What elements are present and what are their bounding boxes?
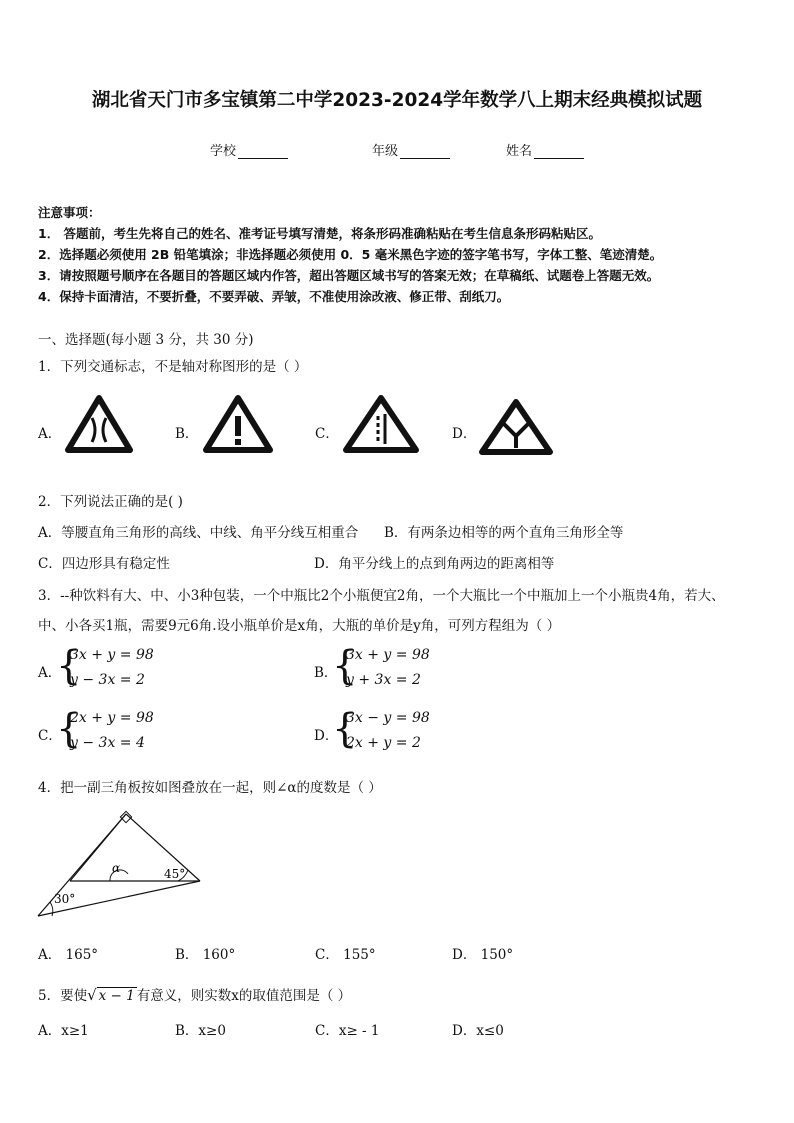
narrow-road-sign-icon: [64, 394, 134, 454]
q3-d-eq2: 2x + y = 2: [346, 735, 421, 751]
notice-item: 3．请按照题号顺序在各题目的答题区域内作答，超出答题区域书写的答案无效；在草稿纸、试题卷上答题无效。: [38, 268, 660, 283]
school-field[interactable]: [210, 140, 288, 159]
q5-stem-post: 有意义，则实数x的取值范围是（ ）: [136, 988, 352, 1004]
q1-option-d-label[interactable]: D．: [452, 426, 477, 442]
q4-option-b[interactable]: B． 160°: [175, 947, 236, 963]
q3-b-eq2: y + 3x = 2: [346, 672, 421, 688]
notice-item: 4．保持卡面清洁，不要折叠，不要弄破、弄皱，不准使用涂改液、修正带、刮纸刀。: [38, 289, 510, 304]
q3-option-d-label[interactable]: D．: [314, 728, 339, 744]
triangle-rulers-figure: [30, 808, 210, 923]
q5-radicand: x − 1: [98, 988, 135, 1004]
q5-option-c[interactable]: C．x≥ - 1: [315, 1023, 380, 1039]
q3-d-eq1: 3x − y = 98: [346, 710, 430, 726]
angle-30-label: 30°: [54, 892, 76, 906]
grade-blank[interactable]: [400, 145, 450, 159]
question-3-line-2: 中、小各买1瓶，需要9元6角.设小瓶单价是x角，大瓶的单价是y角，可列方程组为（ ）: [38, 618, 561, 634]
school-label: 学校: [210, 144, 237, 159]
page-title: 湖北省天门市多宝镇第二中学2023-2024学年数学八上期末经典模拟试题: [91, 90, 703, 111]
notice-item: 1． 答题前，考生先将自己的姓名、准考证号填写清楚，将条形码准确粘贴在考生信息条形码粘贴区。: [38, 226, 602, 241]
q1-option-c-label[interactable]: C．: [315, 426, 339, 442]
grade-label: 年级: [372, 144, 399, 159]
name-label: 姓名: [506, 144, 533, 159]
notice-item: 2．选择题必须使用 2B 铅笔填涂；非选择题必须使用 0．5 毫米黑色字迹的签字笔书写，字体工整、笔迹清楚。: [38, 247, 663, 262]
q4-option-c[interactable]: C． 155°: [315, 947, 376, 963]
q3-option-c-label[interactable]: C．: [38, 728, 62, 744]
school-blank[interactable]: [238, 145, 288, 159]
question-5-stem: [38, 984, 351, 1004]
name-field[interactable]: [506, 140, 584, 159]
notice-heading: 注意事项：: [38, 205, 101, 220]
brace-icon: {: [332, 706, 358, 752]
section-heading: 一、选择题(每小题 3 分，共 30 分): [38, 332, 254, 348]
q3-a-eq2: y − 3x = 2: [70, 672, 145, 688]
q2-option-c[interactable]: C．四边形具有稳定性: [38, 556, 170, 572]
brace-icon: {: [332, 643, 358, 689]
grade-field[interactable]: [372, 140, 450, 159]
q5-option-a[interactable]: A．x≥1: [38, 1023, 89, 1039]
q2-option-b[interactable]: B．有两条边相等的两个直角三角形全等: [384, 525, 624, 541]
q3-c-eq1: 2x + y = 98: [70, 710, 154, 726]
y-junction-sign-icon: [478, 398, 554, 456]
angle-45-label: 45°: [164, 867, 186, 881]
q3-option-a-label[interactable]: A．: [38, 665, 62, 681]
question-2-stem: 2．下列说法正确的是( ): [38, 494, 183, 510]
q2-option-d[interactable]: D．角平分线上的点到角两边的距离相等: [314, 556, 555, 572]
q3-b-eq1: 3x + y = 98: [346, 647, 430, 663]
brace-icon: {: [56, 643, 82, 689]
q5-stem-pre: 5．要使: [38, 988, 88, 1004]
q2-option-a[interactable]: A．等腰直角三角形的高线、中线、角平分线互相重合: [38, 525, 359, 541]
q1-option-b-label[interactable]: B．: [175, 426, 199, 442]
lane-sign-icon: [342, 394, 420, 454]
q3-option-b-label[interactable]: B．: [314, 665, 338, 681]
brace-icon: {: [56, 706, 82, 752]
question-3-line-1: 3．--种饮料有大、中、小3种包装，一个中瓶比2个小瓶便宜2角，一个大瓶比一个中瓶加上一个小瓶贵4角，若大、: [38, 588, 725, 604]
q5-option-d[interactable]: D．x≤0: [452, 1023, 504, 1039]
name-blank[interactable]: [534, 145, 584, 159]
q3-a-eq1: 3x + y = 98: [70, 647, 154, 663]
q1-option-a-label[interactable]: A．: [38, 426, 62, 442]
q3-c-eq2: y − 3x = 4: [70, 735, 145, 751]
q4-option-a[interactable]: A． 165°: [38, 947, 99, 963]
alpha-label: α: [112, 861, 121, 875]
warning-exclamation-sign-icon: [202, 394, 274, 454]
q4-option-d[interactable]: D． 150°: [452, 947, 514, 963]
question-1-stem: 1．下列交通标志，不是轴对称图形的是（ ）: [38, 359, 308, 375]
q5-option-b[interactable]: B．x≥0: [175, 1023, 226, 1039]
sqrt-icon: √: [87, 986, 97, 1004]
question-4-stem: 4．把一副三角板按如图叠放在一起，则∠α的度数是（ ）: [38, 780, 382, 796]
